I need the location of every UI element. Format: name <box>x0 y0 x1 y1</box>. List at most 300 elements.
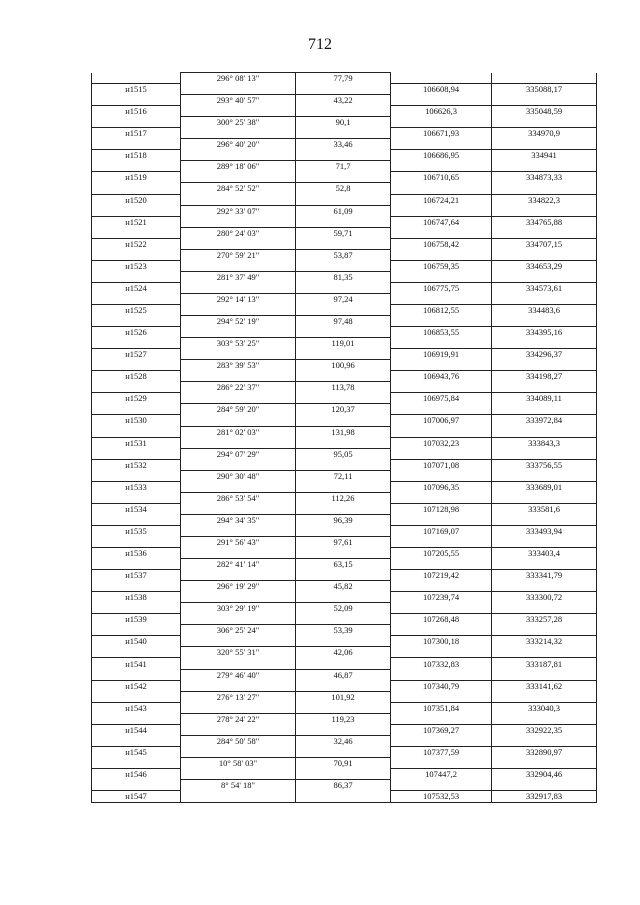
y-cell <box>492 625 597 636</box>
distance-cell <box>296 194 391 205</box>
table-row-point <box>92 636 597 647</box>
angle-cell <box>181 570 296 581</box>
table-row-point <box>92 282 597 293</box>
angle-cell: 303° 29' 19" <box>181 603 296 614</box>
x-coordinate-cell: 107096,35 <box>391 481 492 492</box>
angle-cell <box>181 548 296 559</box>
angle-cell: 278° 24' 22" <box>181 713 296 724</box>
angle-cell: 292° 14' 13" <box>181 293 296 304</box>
point-name-cell: н1520 <box>92 194 181 205</box>
x-cell <box>391 448 492 459</box>
distance-cell <box>296 238 391 249</box>
table-row-point <box>92 503 597 514</box>
table-row-point <box>92 260 597 271</box>
point-cell <box>92 73 181 84</box>
table-row-segment <box>92 139 597 150</box>
y-cell <box>492 360 597 371</box>
y-cell <box>492 316 597 327</box>
y-cell <box>492 647 597 658</box>
x-cell <box>391 338 492 349</box>
distance-cell <box>296 702 391 713</box>
x-cell <box>391 514 492 525</box>
x-cell <box>391 73 492 84</box>
angle-cell: 294° 07' 29" <box>181 448 296 459</box>
point-cell <box>92 735 181 746</box>
point-name-cell: н1545 <box>92 746 181 757</box>
point-name-cell: н1525 <box>92 304 181 315</box>
distance-cell: 120,37 <box>296 404 391 415</box>
point-name-cell: н1536 <box>92 548 181 559</box>
x-cell <box>391 581 492 592</box>
x-coordinate-cell: 107169,07 <box>391 525 492 536</box>
distance-cell: 119,01 <box>296 338 391 349</box>
y-cell <box>492 117 597 128</box>
x-coordinate-cell: 107377,59 <box>391 746 492 757</box>
distance-cell: 33,46 <box>296 139 391 150</box>
point-name-cell: н1542 <box>92 680 181 691</box>
table-row-segment <box>92 603 597 614</box>
table-row-segment <box>92 780 597 791</box>
y-coordinate-cell: 333040,3 <box>492 702 597 713</box>
angle-cell: 281° 37' 49" <box>181 271 296 282</box>
distance-cell <box>296 614 391 625</box>
table-row-point <box>92 238 597 249</box>
distance-cell: 81,35 <box>296 271 391 282</box>
angle-cell <box>181 84 296 95</box>
y-coordinate-cell: 334089,11 <box>492 393 597 404</box>
x-coordinate-cell: 106758,42 <box>391 238 492 249</box>
angle-cell <box>181 658 296 669</box>
y-cell <box>492 227 597 238</box>
x-cell <box>391 205 492 216</box>
table-row-segment <box>92 581 597 592</box>
angle-cell <box>181 503 296 514</box>
distance-cell: 52,8 <box>296 183 391 194</box>
x-coordinate-cell: 106919,91 <box>391 349 492 360</box>
x-coordinate-cell: 107205,55 <box>391 548 492 559</box>
point-name-cell: н1540 <box>92 636 181 647</box>
angle-cell: 296° 40' 20" <box>181 139 296 150</box>
angle-cell <box>181 702 296 713</box>
point-cell <box>92 536 181 547</box>
distance-cell <box>296 282 391 293</box>
distance-cell <box>296 393 391 404</box>
table-row-segment <box>92 183 597 194</box>
y-coordinate-cell: 332917,83 <box>492 791 597 803</box>
table-row-segment <box>92 293 597 304</box>
y-cell <box>492 161 597 172</box>
y-coordinate-cell: 333141,62 <box>492 680 597 691</box>
table-row-segment <box>92 95 597 106</box>
table-row-point <box>92 216 597 227</box>
point-name-cell: н1532 <box>92 459 181 470</box>
table-row-point <box>92 658 597 669</box>
point-cell <box>92 757 181 768</box>
distance-cell <box>296 548 391 559</box>
angle-cell: 270° 59' 21" <box>181 249 296 260</box>
x-cell <box>391 139 492 150</box>
x-cell <box>391 757 492 768</box>
distance-cell: 32,46 <box>296 735 391 746</box>
distance-cell <box>296 415 391 426</box>
x-cell <box>391 536 492 547</box>
y-coordinate-cell: 334765,88 <box>492 216 597 227</box>
angle-cell: 296° 19' 29" <box>181 581 296 592</box>
distance-cell <box>296 503 391 514</box>
table-row-point <box>92 371 597 382</box>
angle-cell <box>181 724 296 735</box>
point-name-cell: н1530 <box>92 415 181 426</box>
distance-cell <box>296 216 391 227</box>
y-coordinate-cell: 333756,55 <box>492 459 597 470</box>
x-coordinate-cell: 107300,18 <box>391 636 492 647</box>
point-cell <box>92 227 181 238</box>
angle-cell <box>181 349 296 360</box>
point-name-cell: н1518 <box>92 150 181 161</box>
angle-cell <box>181 216 296 227</box>
table-row-point <box>92 746 597 757</box>
x-coordinate-cell: 106775,75 <box>391 282 492 293</box>
point-cell <box>92 559 181 570</box>
angle-cell <box>181 768 296 779</box>
distance-cell <box>296 172 391 183</box>
angle-cell <box>181 393 296 404</box>
table-row-segment <box>92 757 597 768</box>
table-row-point <box>92 415 597 426</box>
y-cell <box>492 780 597 791</box>
angle-cell <box>181 327 296 338</box>
x-coordinate-cell: 106759,35 <box>391 260 492 271</box>
table-row-point <box>92 327 597 338</box>
distance-cell: 53,39 <box>296 625 391 636</box>
angle-cell: 276° 13' 27" <box>181 691 296 702</box>
table-row-segment <box>92 713 597 724</box>
x-cell <box>391 183 492 194</box>
x-coordinate-cell: 106975,84 <box>391 393 492 404</box>
x-cell <box>391 382 492 393</box>
distance-cell <box>296 592 391 603</box>
distance-cell <box>296 680 391 691</box>
table-row-segment <box>92 625 597 636</box>
point-cell <box>92 470 181 481</box>
distance-cell <box>296 481 391 492</box>
y-coordinate-cell: 333403,4 <box>492 548 597 559</box>
distance-cell: 97,24 <box>296 293 391 304</box>
distance-cell <box>296 570 391 581</box>
x-cell <box>391 404 492 415</box>
x-cell <box>391 293 492 304</box>
distance-cell: 53,87 <box>296 249 391 260</box>
angle-cell: 280° 24' 03" <box>181 227 296 238</box>
table-row-segment <box>92 559 597 570</box>
angle-cell <box>181 592 296 603</box>
y-coordinate-cell: 334573,61 <box>492 282 597 293</box>
point-cell <box>92 205 181 216</box>
point-cell <box>92 603 181 614</box>
table-row-point <box>92 525 597 536</box>
table-row-point <box>92 791 597 803</box>
x-coordinate-cell: 107071,08 <box>391 459 492 470</box>
table-row-point <box>92 106 597 117</box>
angle-cell: 286° 53' 54" <box>181 492 296 503</box>
y-coordinate-cell: 334941 <box>492 150 597 161</box>
point-cell <box>92 404 181 415</box>
x-coordinate-cell: 107532,53 <box>391 791 492 803</box>
point-name-cell: н1528 <box>92 371 181 382</box>
y-coordinate-cell: 334873,33 <box>492 172 597 183</box>
y-coordinate-cell: 335048,59 <box>492 106 597 117</box>
distance-cell: 72,11 <box>296 470 391 481</box>
table-row-point <box>92 702 597 713</box>
y-cell <box>492 470 597 481</box>
y-cell <box>492 205 597 216</box>
distance-cell <box>296 768 391 779</box>
y-cell <box>492 448 597 459</box>
x-cell <box>391 735 492 746</box>
point-cell <box>92 95 181 106</box>
y-cell <box>492 271 597 282</box>
y-cell <box>492 713 597 724</box>
point-cell <box>92 139 181 150</box>
x-coordinate-cell: 106812,55 <box>391 304 492 315</box>
angle-cell: 279° 46' 40" <box>181 669 296 680</box>
y-coordinate-cell: 332922,35 <box>492 724 597 735</box>
distance-cell: 59,71 <box>296 227 391 238</box>
y-cell <box>492 603 597 614</box>
y-coordinate-cell: 333843,3 <box>492 437 597 448</box>
x-cell <box>391 227 492 238</box>
distance-cell <box>296 746 391 757</box>
x-coordinate-cell: 107032,23 <box>391 437 492 448</box>
y-coordinate-cell: 333257,28 <box>492 614 597 625</box>
point-name-cell: н1522 <box>92 238 181 249</box>
x-coordinate-cell: 106710,65 <box>391 172 492 183</box>
x-cell <box>391 161 492 172</box>
angle-cell <box>181 614 296 625</box>
x-cell <box>391 117 492 128</box>
angle-cell: 303° 53' 25" <box>181 338 296 349</box>
distance-cell: 113,78 <box>296 382 391 393</box>
point-cell <box>92 492 181 503</box>
distance-cell: 95,05 <box>296 448 391 459</box>
point-name-cell: н1537 <box>92 570 181 581</box>
x-cell <box>391 713 492 724</box>
table-row-point <box>92 194 597 205</box>
point-cell <box>92 271 181 282</box>
y-cell <box>492 514 597 525</box>
table-row-point <box>92 481 597 492</box>
x-cell <box>391 360 492 371</box>
y-coordinate-cell: 333581,6 <box>492 503 597 514</box>
y-cell <box>492 426 597 437</box>
distance-cell: 112,26 <box>296 492 391 503</box>
coordinates-table <box>91 72 597 803</box>
y-coordinate-cell: 333300,72 <box>492 592 597 603</box>
angle-cell: 292° 33' 07" <box>181 205 296 216</box>
angle-cell: 289° 18' 06" <box>181 161 296 172</box>
distance-cell: 97,48 <box>296 316 391 327</box>
y-cell <box>492 492 597 503</box>
angle-cell: 284° 52' 52" <box>181 183 296 194</box>
table-row-segment <box>92 404 597 415</box>
table-row-point <box>92 150 597 161</box>
y-coordinate-cell: 332890,97 <box>492 746 597 757</box>
x-coordinate-cell: 106686,95 <box>391 150 492 161</box>
y-coordinate-cell: 334970,9 <box>492 128 597 139</box>
y-cell <box>492 73 597 84</box>
y-cell <box>492 139 597 150</box>
table-row-point <box>92 128 597 139</box>
y-cell <box>492 183 597 194</box>
x-cell <box>391 316 492 327</box>
y-cell <box>492 404 597 415</box>
table-row-segment <box>92 117 597 128</box>
angle-cell <box>181 194 296 205</box>
angle-cell: 284° 50' 58" <box>181 735 296 746</box>
angle-cell <box>181 525 296 536</box>
x-cell <box>391 271 492 282</box>
x-coordinate-cell: 106943,76 <box>391 371 492 382</box>
x-cell <box>391 603 492 614</box>
table-row-segment <box>92 536 597 547</box>
point-cell <box>92 669 181 680</box>
distance-cell: 90,1 <box>296 117 391 128</box>
y-cell <box>492 382 597 393</box>
distance-cell: 42,06 <box>296 647 391 658</box>
point-cell <box>92 647 181 658</box>
table-row-point <box>92 768 597 779</box>
point-name-cell: н1531 <box>92 437 181 448</box>
distance-cell: 100,96 <box>296 360 391 371</box>
point-name-cell: н1519 <box>92 172 181 183</box>
x-cell <box>391 780 492 791</box>
y-cell <box>492 669 597 680</box>
distance-cell: 61,09 <box>296 205 391 216</box>
y-coordinate-cell: 334395,16 <box>492 327 597 338</box>
table-row-point <box>92 548 597 559</box>
y-coordinate-cell: 333972,84 <box>492 415 597 426</box>
table-row-point <box>92 84 597 95</box>
y-cell <box>492 338 597 349</box>
distance-cell: 52,09 <box>296 603 391 614</box>
point-name-cell: н1539 <box>92 614 181 625</box>
point-cell <box>92 382 181 393</box>
y-coordinate-cell: 334653,29 <box>492 260 597 271</box>
point-cell <box>92 249 181 260</box>
angle-cell: 293° 40' 57" <box>181 95 296 106</box>
x-coordinate-cell: 107369,27 <box>391 724 492 735</box>
table-row-segment <box>92 205 597 216</box>
table-row-segment <box>92 338 597 349</box>
angle-cell <box>181 282 296 293</box>
angle-cell <box>181 415 296 426</box>
x-coordinate-cell: 107268,48 <box>391 614 492 625</box>
distance-cell <box>296 791 391 803</box>
distance-cell: 86,37 <box>296 780 391 791</box>
table-row-point <box>92 459 597 470</box>
x-cell <box>391 647 492 658</box>
point-cell <box>92 316 181 327</box>
y-coordinate-cell: 334296,37 <box>492 349 597 360</box>
point-name-cell: н1517 <box>92 128 181 139</box>
point-cell <box>92 338 181 349</box>
distance-cell <box>296 150 391 161</box>
angle-cell: 320° 55' 31" <box>181 647 296 658</box>
point-name-cell: н1523 <box>92 260 181 271</box>
angle-cell <box>181 238 296 249</box>
table-row-segment <box>92 316 597 327</box>
table-row-segment <box>92 735 597 746</box>
distance-cell <box>296 106 391 117</box>
angle-cell: 8° 54' 18" <box>181 780 296 791</box>
x-coordinate-cell: 107239,74 <box>391 592 492 603</box>
angle-cell: 281° 02' 03" <box>181 426 296 437</box>
x-coordinate-cell: 106853,55 <box>391 327 492 338</box>
angle-cell: 10° 58' 03" <box>181 757 296 768</box>
angle-cell <box>181 481 296 492</box>
distance-cell <box>296 459 391 470</box>
point-cell <box>92 514 181 525</box>
distance-cell: 70,91 <box>296 757 391 768</box>
table-row-segment <box>92 227 597 238</box>
x-cell <box>391 691 492 702</box>
x-coordinate-cell: 106626,3 <box>391 106 492 117</box>
x-cell <box>391 669 492 680</box>
x-cell <box>391 470 492 481</box>
table-row-point <box>92 614 597 625</box>
x-coordinate-cell: 106608,94 <box>391 84 492 95</box>
angle-cell <box>181 680 296 691</box>
distance-cell: 119,23 <box>296 713 391 724</box>
point-name-cell: н1515 <box>92 84 181 95</box>
y-coordinate-cell: 334822,3 <box>492 194 597 205</box>
distance-cell: 96,39 <box>296 514 391 525</box>
x-coordinate-cell: 107219,42 <box>391 570 492 581</box>
point-cell <box>92 713 181 724</box>
distance-cell: 101,92 <box>296 691 391 702</box>
distance-cell <box>296 349 391 360</box>
table-row-point <box>92 680 597 691</box>
point-cell <box>92 183 181 194</box>
angle-cell <box>181 106 296 117</box>
distance-cell <box>296 304 391 315</box>
table-row-segment <box>92 470 597 481</box>
y-coordinate-cell: 334707,15 <box>492 238 597 249</box>
point-cell <box>92 117 181 128</box>
point-name-cell: н1544 <box>92 724 181 735</box>
point-cell <box>92 426 181 437</box>
angle-cell: 300° 25' 38" <box>181 117 296 128</box>
y-coordinate-cell: 334198,27 <box>492 371 597 382</box>
distance-cell: 77,79 <box>296 73 391 84</box>
table-row-point <box>92 570 597 581</box>
table-row-segment <box>92 249 597 260</box>
angle-cell: 291° 56' 43" <box>181 536 296 547</box>
angle-cell <box>181 371 296 382</box>
distance-cell <box>296 525 391 536</box>
point-name-cell: н1541 <box>92 658 181 669</box>
y-coordinate-cell: 332904,46 <box>492 768 597 779</box>
angle-cell <box>181 304 296 315</box>
x-coordinate-cell: 107351,84 <box>391 702 492 713</box>
angle-cell <box>181 746 296 757</box>
y-coordinate-cell: 333214,32 <box>492 636 597 647</box>
distance-cell: 45,82 <box>296 581 391 592</box>
x-coordinate-cell: 107332,83 <box>391 658 492 669</box>
table-row-segment <box>92 271 597 282</box>
point-cell <box>92 625 181 636</box>
table-row-segment <box>92 691 597 702</box>
